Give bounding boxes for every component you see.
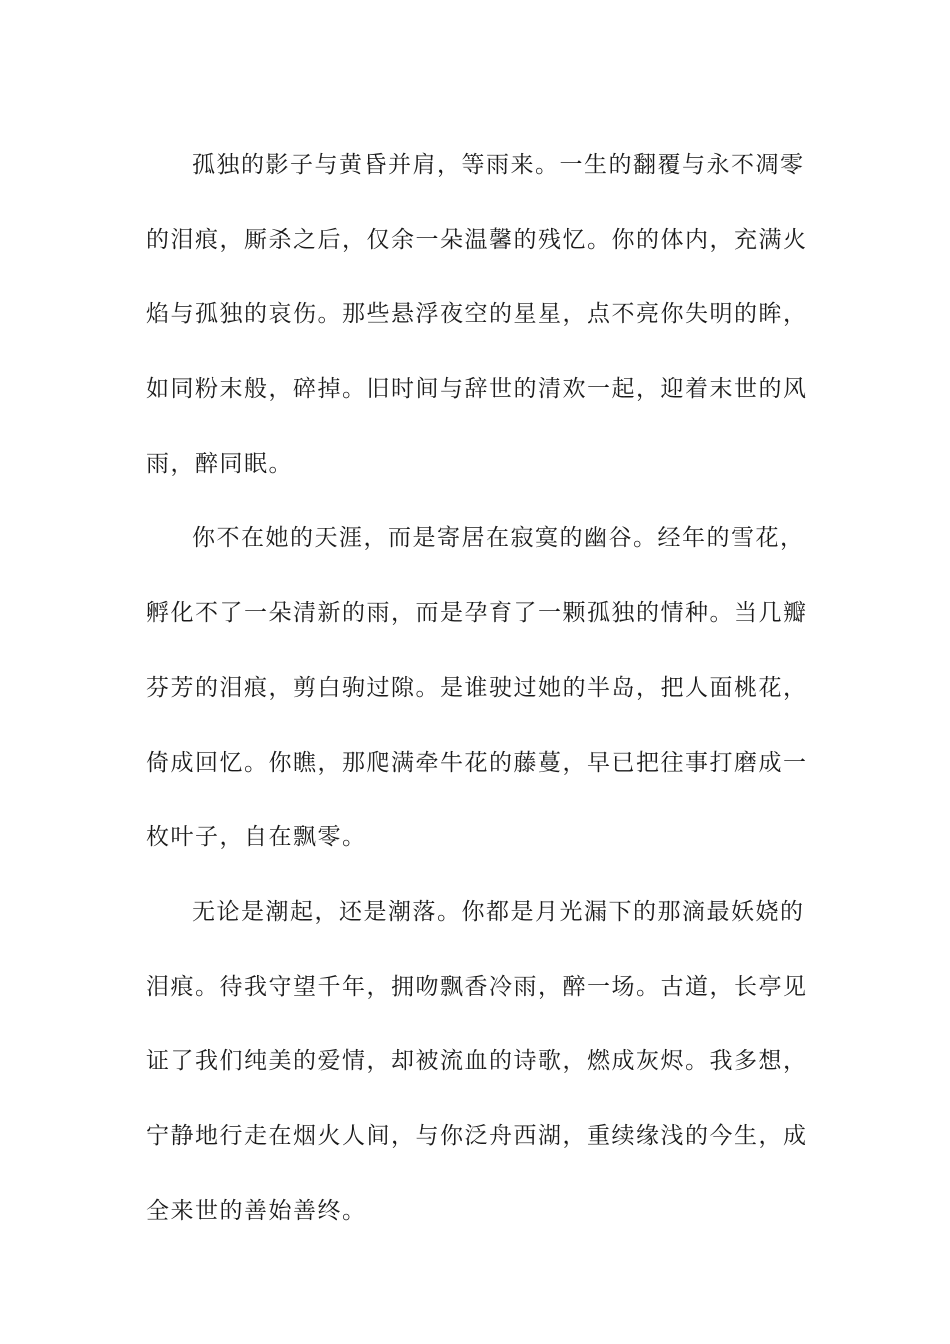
paragraph-line: 的泪痕，厮杀之后，仅余一朵温馨的残忆。你的体内，充满火 <box>146 226 808 253</box>
paragraph-line: 如同粉末般，碎掉。旧时间与辞世的清欢一起，迎着末世的风 <box>146 376 808 403</box>
paragraph-1 <box>146 128 808 501</box>
paragraph-line: 孤独的影子与黄昏并肩，等雨来。一生的翻覆与永不凋零 <box>192 152 805 178</box>
paragraph-line: 孵化不了一朵清新的雨，而是孕育了一颗孤独的情种。当几瓣 <box>146 600 808 627</box>
paragraph-line: 倚成回忆。你瞧，那爬满牵牛花的藤蔓，早已把往事打磨成一 <box>146 749 808 776</box>
paragraph-line: 芬芳的泪痕，剪白驹过隙。是谁驶过她的半岛，把人面桃花， <box>146 674 808 701</box>
paragraph-line: 焰与孤独的哀伤。那些悬浮夜空的星星，点不亮你失明的眸， <box>146 301 808 328</box>
paragraph-line: 泪痕。待我守望千年，拥吻飘香冷雨，醉一场。古道，长亭见 <box>146 973 808 1000</box>
paragraph-line: 全来世的善始善终。 <box>146 1197 367 1224</box>
paragraph-3 <box>146 875 808 1248</box>
paragraph-line: 枚叶子，自在飘零。 <box>146 824 367 851</box>
paragraph-line: 宁静地行走在烟火人间，与你泛舟西湖，重续缘浅的今生，成 <box>146 1122 808 1149</box>
paragraph-line: 无论是潮起，还是潮落。你都是月光漏下的那滴最妖娆的 <box>192 898 805 925</box>
paragraph-line: 你不在她的天涯，而是寄居在寂寞的幽谷。经年的雪花， <box>192 525 805 552</box>
paragraph-line: 雨，醉同眠。 <box>146 450 293 477</box>
document-body <box>146 128 808 1248</box>
paragraph-line: 证了我们纯美的爱情，却被流血的诗歌，燃成灰烬。我多想， <box>146 1048 808 1075</box>
paragraph-2 <box>146 501 808 874</box>
